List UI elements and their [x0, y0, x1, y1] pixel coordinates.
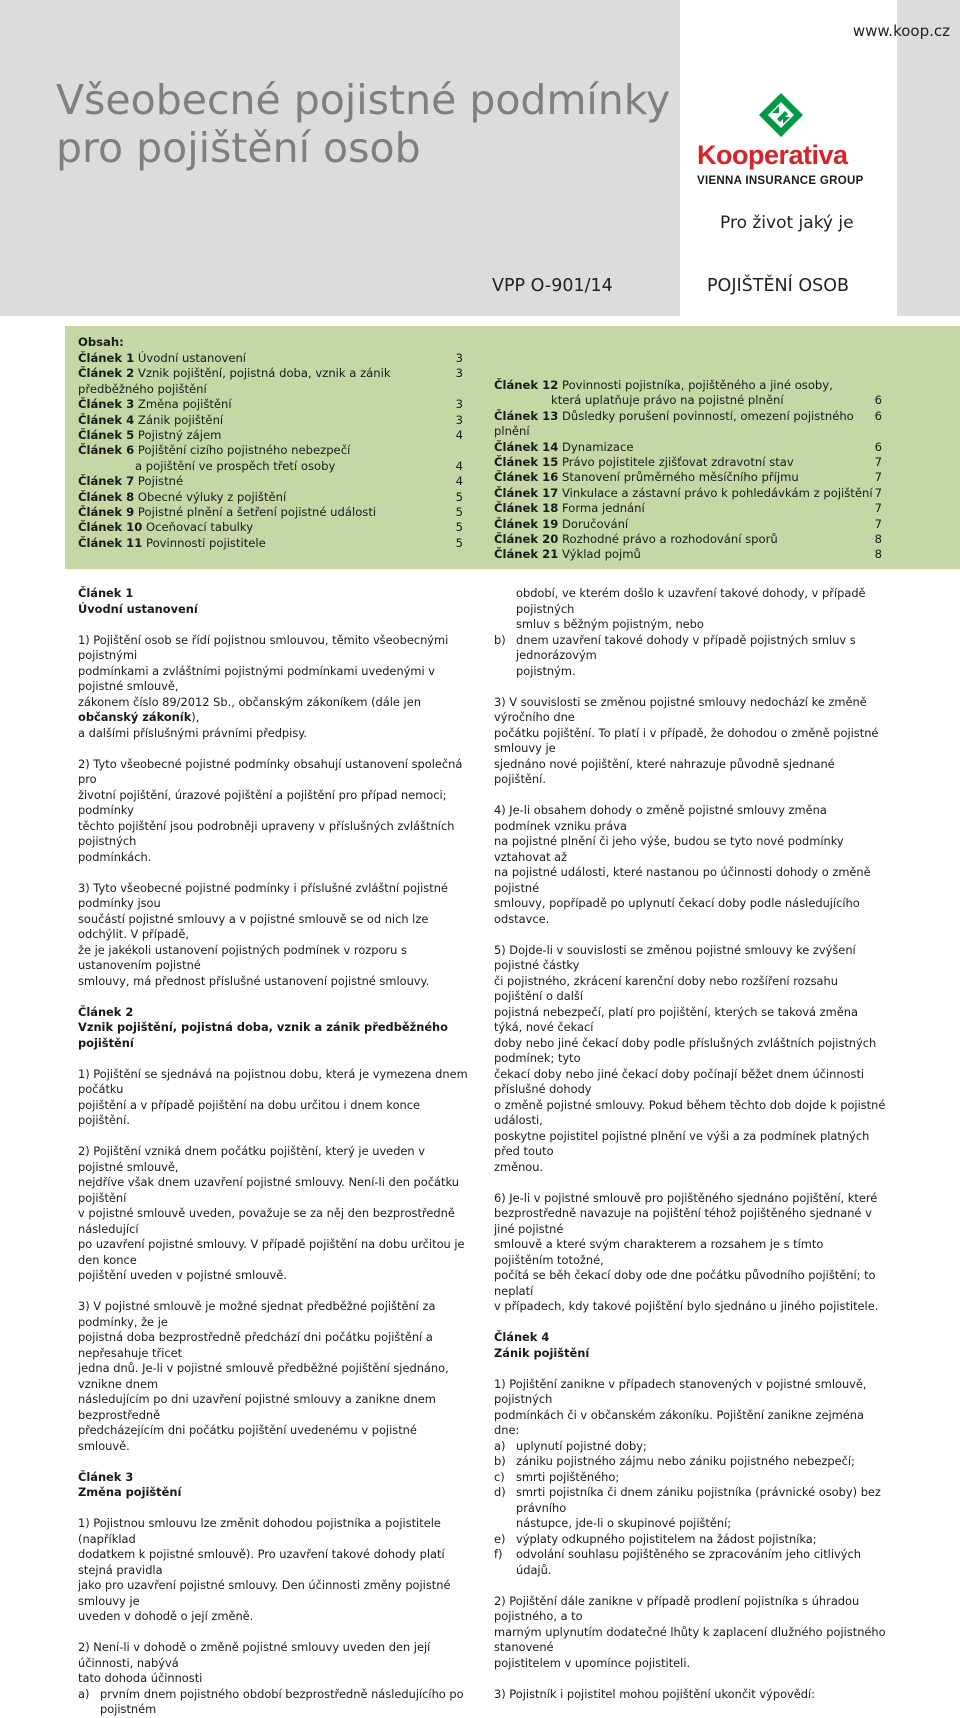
- article-number: Článek 4: [494, 1330, 550, 1344]
- list-marker: [494, 1516, 516, 1532]
- body-right-column: [494, 586, 886, 1702]
- toc-entry[interactable]: [494, 393, 882, 408]
- paragraph-line: 4) Je-li obsahem dohody o změně pojistné smlouvy změna podmínek vzniku práva: [494, 803, 827, 833]
- toc-entry[interactable]: [494, 409, 882, 440]
- toc-article-title: Úvodní ustanovení: [134, 351, 247, 365]
- paragraph-line: smlouvy, popřípadě po uplynutí čekací doby podle následujícího odstavce.: [494, 896, 860, 926]
- toc-entry[interactable]: [78, 520, 463, 535]
- tagline: Pro život jaký je: [720, 213, 854, 233]
- list-marker: b): [494, 1454, 506, 1468]
- paragraph-line: pojistná doba bezprostředně předchází dni počátku pojištění a nepřesahuje třicet: [78, 1330, 433, 1360]
- text-span: zákonem číslo 89/2012 Sb., občanským zákoníkem (dále jen: [78, 694, 421, 709]
- paragraph-line: [78, 695, 471, 726]
- list-item: [494, 633, 886, 664]
- toc-entry-label: [78, 397, 232, 412]
- paragraph-line: těchto pojištění jsou podrobněji upraveny v příslušných zvláštních pojistných: [78, 818, 455, 848]
- paragraph-line: období, ve kterém došlo k uzavření takové dohody, v případě pojistných: [516, 586, 866, 616]
- toc-page-number: 8: [874, 547, 882, 562]
- paragraph-line: smluv s běžným pojistným, nebo: [516, 617, 704, 631]
- paragraph-line: 5) Dojde-li v souvislosti se změnou pojistné smlouvy ke zvýšení pojistné částky: [494, 942, 856, 972]
- toc-entry-label: [78, 413, 223, 428]
- paragraph-line: tato dohoda účinnosti: [78, 1671, 203, 1685]
- toc-entry-label: [494, 378, 833, 393]
- toc-entry-label: [494, 409, 875, 440]
- table-of-contents: [65, 326, 960, 569]
- paragraph-line: v pojistné smlouvě uveden, považuje se za něj den bezprostředně následující: [78, 1206, 455, 1236]
- list-marker: e): [494, 1531, 506, 1546]
- toc-article-title: Výklad pojmů: [558, 547, 641, 562]
- document-title: [56, 76, 670, 172]
- title-line-1: Všeobecné pojistné podmínky: [56, 76, 671, 124]
- toc-entry[interactable]: [78, 351, 463, 366]
- paragraph-line: podmínkách či v občanském zákoníku. Pojištění zanikne zejména dne:: [494, 1407, 864, 1437]
- paragraph-line: životní pojištění, úrazové pojištění a pojištění pro případ nemoci; podmínky: [78, 787, 447, 817]
- toc-article-title: která uplatňuje právo na pojistné plnění: [551, 393, 784, 408]
- toc-page-number: 3: [455, 397, 463, 412]
- paragraph-line: pojistným.: [516, 663, 576, 678]
- toc-article-number: Článek 8: [78, 489, 135, 504]
- list-text: nástupce, jde-li o skupinové pojištění;: [516, 1516, 732, 1530]
- paragraph-line: 2) Není-li v dohodě o změně pojistné smlouvy uveden den její účinnosti, nabývá: [78, 1640, 431, 1670]
- paragraph-line: doby nebo jiné čekací doby podle příslušných zvláštních pojistných podmínek; tyto: [494, 1035, 877, 1065]
- toc-article-number: Článek 10: [78, 520, 143, 535]
- toc-article-number: Článek 18: [494, 501, 559, 516]
- toc-entry[interactable]: [78, 474, 463, 489]
- list-marker: d): [494, 1485, 506, 1499]
- article-title: Zánik pojištění: [494, 1345, 590, 1360]
- toc-entry-label: [78, 366, 456, 397]
- toc-article-number: Článek 17: [494, 485, 559, 500]
- list-text: dnem uzavření takové dohody v případě pojistných smluv s jednorázovým: [516, 632, 856, 662]
- header: [0, 0, 960, 316]
- paragraph-line: že je jakékoli ustanovení pojistných podmínek v rozporu s ustanovením pojistné: [78, 942, 407, 972]
- toc-article-number: Článek 15: [494, 455, 559, 470]
- toc-article-number: Článek 20: [494, 532, 559, 547]
- list-text: smrti pojištěného;: [516, 1469, 620, 1484]
- toc-article-title: Pojistné plnění a šetření pojistné události: [134, 505, 377, 520]
- toc-page-number: 4: [455, 474, 463, 489]
- toc-entry[interactable]: [78, 459, 463, 474]
- paragraph-line: sjednáno nové pojištění, které nahrazuje původně sjednané pojištění.: [494, 756, 835, 786]
- toc-entry-label: [494, 393, 784, 408]
- paragraph-line: následujícím po dni uzavření pojistné smlouvy a zanikne dnem bezprostředně: [78, 1392, 436, 1422]
- paragraph-line: podmínkami a zvláštními pojistnými podmínkami uvedenými v pojistné smlouvě,: [78, 663, 436, 693]
- paragraph-line: na pojistné události, které nastanou po účinnosti dohody o změně pojistné: [494, 865, 871, 895]
- toc-page-number: 6: [874, 408, 882, 423]
- toc-entry-label: [78, 428, 221, 443]
- toc-page-number: 7: [874, 470, 882, 485]
- paragraph-line: 3) Pojistník i pojistitel mohou pojištění ukončit výpovědí:: [494, 1686, 816, 1701]
- toc-article-title: Stanovení průměrného měsíčního příjmu: [558, 470, 799, 485]
- document-type: POJIŠTĚNÍ OSOB: [707, 276, 849, 296]
- toc-entry-label: [78, 490, 286, 505]
- toc-page-number: 3: [455, 412, 463, 427]
- body-left-column: [78, 586, 471, 1718]
- toc-article-title: Pojištění cizího pojistného nebezpečí: [134, 443, 351, 458]
- toc-entry-label: [494, 470, 799, 485]
- toc-article-title: Rozhodné právo a rozhodování sporů: [558, 532, 778, 547]
- toc-article-title: Pojistný zájem: [134, 428, 222, 443]
- article-number: Článek 2: [78, 1004, 134, 1019]
- paragraph-line: 2) Pojištění dále zanikne v případě prodlení pojistníka s úhradou pojistného, a to: [494, 1593, 860, 1623]
- paragraph-line: po uzavření pojistné smlouvy. V případě pojištění na dobu určitou je den konce: [78, 1237, 465, 1267]
- paragraph-line: uveden v dohodě o její změně.: [78, 1609, 254, 1623]
- toc-entry[interactable]: [494, 440, 882, 455]
- toc-article-title: Změna pojištění: [134, 397, 232, 412]
- toc-article-title: Zánik pojištění: [134, 412, 224, 427]
- paragraph-line: změnou.: [494, 1159, 544, 1174]
- paragraph-line: jako pro uzavření pojistné smlouvy. Den účinnosti změny pojistné smlouvy je: [78, 1578, 451, 1608]
- list-text: zániku pojistného zájmu nebo zániku pojistného nebezpečí;: [516, 1454, 855, 1468]
- paragraph-line: marným uplynutím dodatečné lhůty k zaplacení dlužného pojistného stanovené: [494, 1624, 886, 1654]
- toc-page-number: 4: [455, 428, 463, 443]
- toc-right-column: [494, 378, 882, 563]
- list-item: [78, 1687, 471, 1718]
- list-item: [494, 1532, 886, 1548]
- list-text: smrti pojistníka či dnem zániku pojistníka (právnické osoby) bez právního: [516, 1485, 881, 1515]
- paragraph-line: 3) V pojistné smlouvě je možné sjednat předběžné pojištění za podmínky, že je: [78, 1299, 436, 1329]
- toc-page-number: 7: [874, 455, 882, 470]
- list-item: [494, 1516, 886, 1532]
- paragraph-line: bezprostředně navazuje na pojištění téhož pojištěného sjednané v jiné pojistné: [494, 1206, 872, 1236]
- article-number: Článek 3: [78, 1469, 134, 1484]
- paragraph-line: součástí pojistné smlouvy a v pojistné smlouvě se od nich lze odchýlit. V případě,: [78, 911, 429, 941]
- toc-article-title: Obecné výluky z pojištění: [134, 489, 287, 504]
- toc-article-number: Článek 13: [494, 408, 559, 423]
- list-item: [494, 1470, 886, 1486]
- toc-article-number: Článek 19: [494, 516, 559, 531]
- paragraph-line: smlouvy, má přednost příslušné ustanovení pojistné smlouvy.: [78, 973, 430, 988]
- toc-entry[interactable]: [494, 470, 882, 485]
- paragraph-line: dodatkem k pojistné smlouvě). Pro uzavření takové dohody platí stejná pravidla: [78, 1547, 445, 1577]
- list-text: uplynutí pojistné doby;: [516, 1438, 647, 1453]
- toc-article-title: Vznik pojištění, pojistná doba, vznik a zánik předběžného pojištění: [78, 366, 391, 396]
- toc-article-title: Dynamizace: [558, 439, 634, 454]
- toc-page-number: 7: [874, 516, 882, 531]
- toc-entry[interactable]: [494, 455, 882, 470]
- toc-heading: Obsah:: [78, 335, 124, 349]
- list-text: prvním dnem pojistného období bezprostředně následujícího po pojistném: [100, 1686, 464, 1716]
- header-grey-strip: [897, 0, 960, 316]
- toc-entry[interactable]: [494, 501, 882, 516]
- list-item: [494, 1485, 886, 1516]
- document-id: VPP O-901/14: [492, 276, 613, 296]
- toc-page-number: 7: [874, 485, 882, 500]
- toc-article-title: Právo pojistitele zjišťovat zdravotní stav: [558, 455, 794, 470]
- paragraph-line: pojištění uveden v pojistné smlouvě.: [78, 1268, 287, 1282]
- toc-entry-label: [78, 474, 183, 489]
- toc-entry[interactable]: [78, 413, 463, 428]
- toc-entry-label: [494, 440, 633, 455]
- list-marker: a): [494, 1438, 506, 1453]
- paragraph-line: 3) V souvislosti se změnou pojistné smlouvy nedochází ke změně výročního dne: [494, 694, 867, 724]
- list-item: [494, 1547, 886, 1578]
- paragraph-line: pojištění a v případě pojištění na dobu určitou i dnem konce pojištění.: [78, 1097, 421, 1127]
- toc-article-title: Vinkulace a zástavní právo k pohledávkám z pojištění: [558, 485, 873, 500]
- toc-entry-label: [78, 351, 246, 366]
- paragraph-line: poskytne pojistitel pojistné plnění ve výši a za podmínek platných před touto: [494, 1128, 870, 1158]
- toc-entry-label: [494, 455, 794, 470]
- list-item: [494, 1454, 886, 1470]
- article-title: Vznik pojištění, pojistná doba, vznik a zánik předběžného pojištění: [78, 1020, 448, 1050]
- title-line-2: pro pojištění osob: [56, 124, 421, 172]
- toc-article-number: Článek 2: [78, 366, 135, 381]
- toc-entry[interactable]: [78, 366, 463, 397]
- paragraph-line: pojistná nebezpečí, platí pro pojištění, kterých se taková změna týká, nové čekací: [494, 1004, 858, 1034]
- list-text: odvolání souhlasu pojištěného se zpracováním jeho citlivých údajů.: [516, 1547, 861, 1577]
- toc-entry[interactable]: [494, 547, 882, 562]
- paragraph-line: 6) Je-li v pojistné smlouvě pro pojištěného sjednáno pojištění, které: [494, 1190, 878, 1205]
- list-marker: a): [78, 1686, 90, 1701]
- paragraph-line: 2) Tyto všeobecné pojistné podmínky obsahují ustanovení společná pro: [78, 756, 463, 786]
- paragraph-line: pojistitelem v upomínce pojistiteli.: [494, 1655, 691, 1670]
- toc-page-number: 5: [455, 505, 463, 520]
- toc-article-number: Článek 3: [78, 397, 135, 412]
- toc-entry-label: [78, 520, 253, 535]
- toc-page-number: 5: [455, 489, 463, 504]
- toc-article-number: Článek 5: [78, 428, 135, 443]
- toc-article-title: Pojistné: [134, 474, 184, 489]
- paragraph-line: 1) Pojištění se sjednává na pojistnou dobu, která je vymezena dnem počátku: [78, 1066, 468, 1096]
- toc-entry-label: [494, 501, 645, 516]
- toc-entry[interactable]: [78, 505, 463, 520]
- toc-entry[interactable]: [78, 397, 463, 412]
- paragraph-line: 2) Pojištění vzniká dnem počátku pojištění, který je uveden v pojistné smlouvě,: [78, 1144, 426, 1174]
- paragraph-line: jedna dnů. Je-li v pojistné smlouvě předběžné pojištění sjednáno, vznikne dnem: [78, 1361, 449, 1391]
- paragraph-line: o změně pojistné smlouvy. Pokud během těchto dob dojde k pojistné události,: [494, 1097, 886, 1127]
- toc-entry[interactable]: [494, 378, 882, 393]
- toc-page-number: 6: [874, 393, 882, 408]
- paragraph-line: 1) Pojistnou smlouvu lze změnit dohodou pojistníka a pojistitele (například: [78, 1516, 441, 1546]
- paragraph-line: podmínkách.: [78, 849, 152, 864]
- toc-article-number: Článek 16: [494, 470, 559, 485]
- list-marker: f): [494, 1547, 503, 1561]
- toc-article-number: Článek 14: [494, 439, 559, 454]
- toc-article-title: Povinnosti pojistníka, pojištěného a jiné osoby,: [558, 378, 833, 392]
- bold-term: občanský zákoník: [78, 710, 192, 724]
- toc-page-number: 7: [874, 501, 882, 516]
- toc-entry[interactable]: [78, 443, 463, 458]
- toc-entry-label: [78, 443, 350, 458]
- article-title: Změna pojištění: [78, 1485, 182, 1499]
- toc-article-number: Článek 9: [78, 505, 135, 520]
- toc-article-number: Článek 7: [78, 474, 135, 489]
- list-item: [494, 1439, 886, 1455]
- paragraph-line: 1) Pojištění zanikne v případech stanovených v pojistné smlouvě, pojistných: [494, 1376, 867, 1406]
- paragraph-line: smlouvě a které svým charakterem a rozsahem je s tímto pojištěním totožné,: [494, 1237, 824, 1267]
- paragraph-line: a dalšími příslušnými právními předpisy.: [78, 725, 307, 740]
- logo-group-name: VIENNA INSURANCE GROUP: [697, 175, 864, 187]
- toc-article-title: Doručování: [558, 516, 629, 531]
- paragraph-line: čekací doby nebo jiné čekací doby počínají běžet dnem účinnosti příslušné dohody: [494, 1066, 865, 1096]
- toc-entry-label: [494, 547, 641, 562]
- toc-page-number: 3: [455, 351, 463, 365]
- paragraph-line: počítá se běh čekací doby ode dne počátku původního pojištění; to neplatí: [494, 1268, 876, 1298]
- article-4-list: [494, 1439, 886, 1579]
- toc-article-number: Článek 11: [78, 535, 143, 550]
- paragraph-line: či pojistného, zkrácení karenční doby nebo rozšíření rozsahu pojištění o další: [494, 973, 838, 1003]
- toc-article-number: Článek 21: [494, 547, 559, 562]
- toc-article-number: Článek 1: [78, 351, 135, 365]
- toc-entry-label: [78, 459, 335, 474]
- paragraph-line: nejdříve však dnem uzavření pojistné smlouvy. Není-li den počátku pojištění: [78, 1175, 459, 1205]
- toc-article-number: Článek 4: [78, 412, 135, 427]
- article-number: Článek 1: [78, 586, 134, 600]
- toc-entry[interactable]: [494, 517, 882, 532]
- list-text: výplaty odkupného pojistitelem na žádost pojistníka;: [516, 1531, 817, 1546]
- list-marker: b): [494, 632, 506, 647]
- paragraph-line: v případech, kdy takové pojištění bylo sjednáno u jiného pojistitele.: [494, 1299, 879, 1313]
- paragraph-line: 1) Pojištění osob se řídí pojistnou smlouvou, těmito všeobecnými pojistnými: [78, 632, 449, 662]
- toc-entry-label: [78, 536, 266, 551]
- toc-page-number: 3: [455, 366, 463, 381]
- toc-article-title: a pojištění ve prospěch třetí osoby: [135, 458, 336, 473]
- toc-article-title: Důsledky porušení povinností, omezení pojistného plnění: [494, 408, 854, 439]
- toc-entry[interactable]: [494, 486, 882, 501]
- toc-page-number: 5: [455, 520, 463, 535]
- text-span: ),: [191, 710, 200, 724]
- paragraph-line: na pojistné plnění či jeho výše, budou se tyto nové podmínky vztahovat až: [494, 834, 844, 864]
- toc-page-number: 4: [455, 458, 463, 473]
- toc-page-number: 5: [455, 535, 463, 550]
- toc-left-column: [78, 351, 463, 551]
- paragraph-line: předcházejícím dni počátku pojištění uvedenému v pojistné smlouvě.: [78, 1423, 417, 1453]
- article-title: Úvodní ustanovení: [78, 601, 198, 616]
- toc-article-number: Článek 6: [78, 443, 135, 458]
- toc-entry[interactable]: [78, 428, 463, 443]
- toc-page-number: 6: [874, 439, 882, 454]
- list-marker: c): [494, 1469, 505, 1484]
- logo-wordmark: Kooperativa: [697, 140, 848, 170]
- website-link[interactable]: www.koop.cz: [852, 22, 950, 40]
- toc-entry[interactable]: [494, 532, 882, 547]
- toc-article-title: Povinnosti pojistitele: [142, 535, 266, 550]
- toc-entry-label: [78, 505, 376, 520]
- toc-article-title: Forma jednání: [558, 501, 645, 516]
- paragraph-line: počátku pojištění. To platí i v případě, že dohodou o změně pojistné smlouvy je: [494, 725, 879, 755]
- toc-entry[interactable]: [78, 490, 463, 505]
- toc-entry-label: [494, 532, 778, 547]
- toc-entry-label: [494, 517, 628, 532]
- toc-article-title: Oceňovací tabulky: [142, 520, 254, 535]
- toc-entry-label: [494, 486, 873, 501]
- toc-entry[interactable]: [78, 536, 463, 551]
- toc-page-number: 8: [874, 532, 882, 547]
- toc-article-number: Článek 12: [494, 378, 559, 392]
- paragraph-line: 3) Tyto všeobecné pojistné podmínky i příslušné zvláštní pojistné podmínky jsou: [78, 880, 448, 910]
